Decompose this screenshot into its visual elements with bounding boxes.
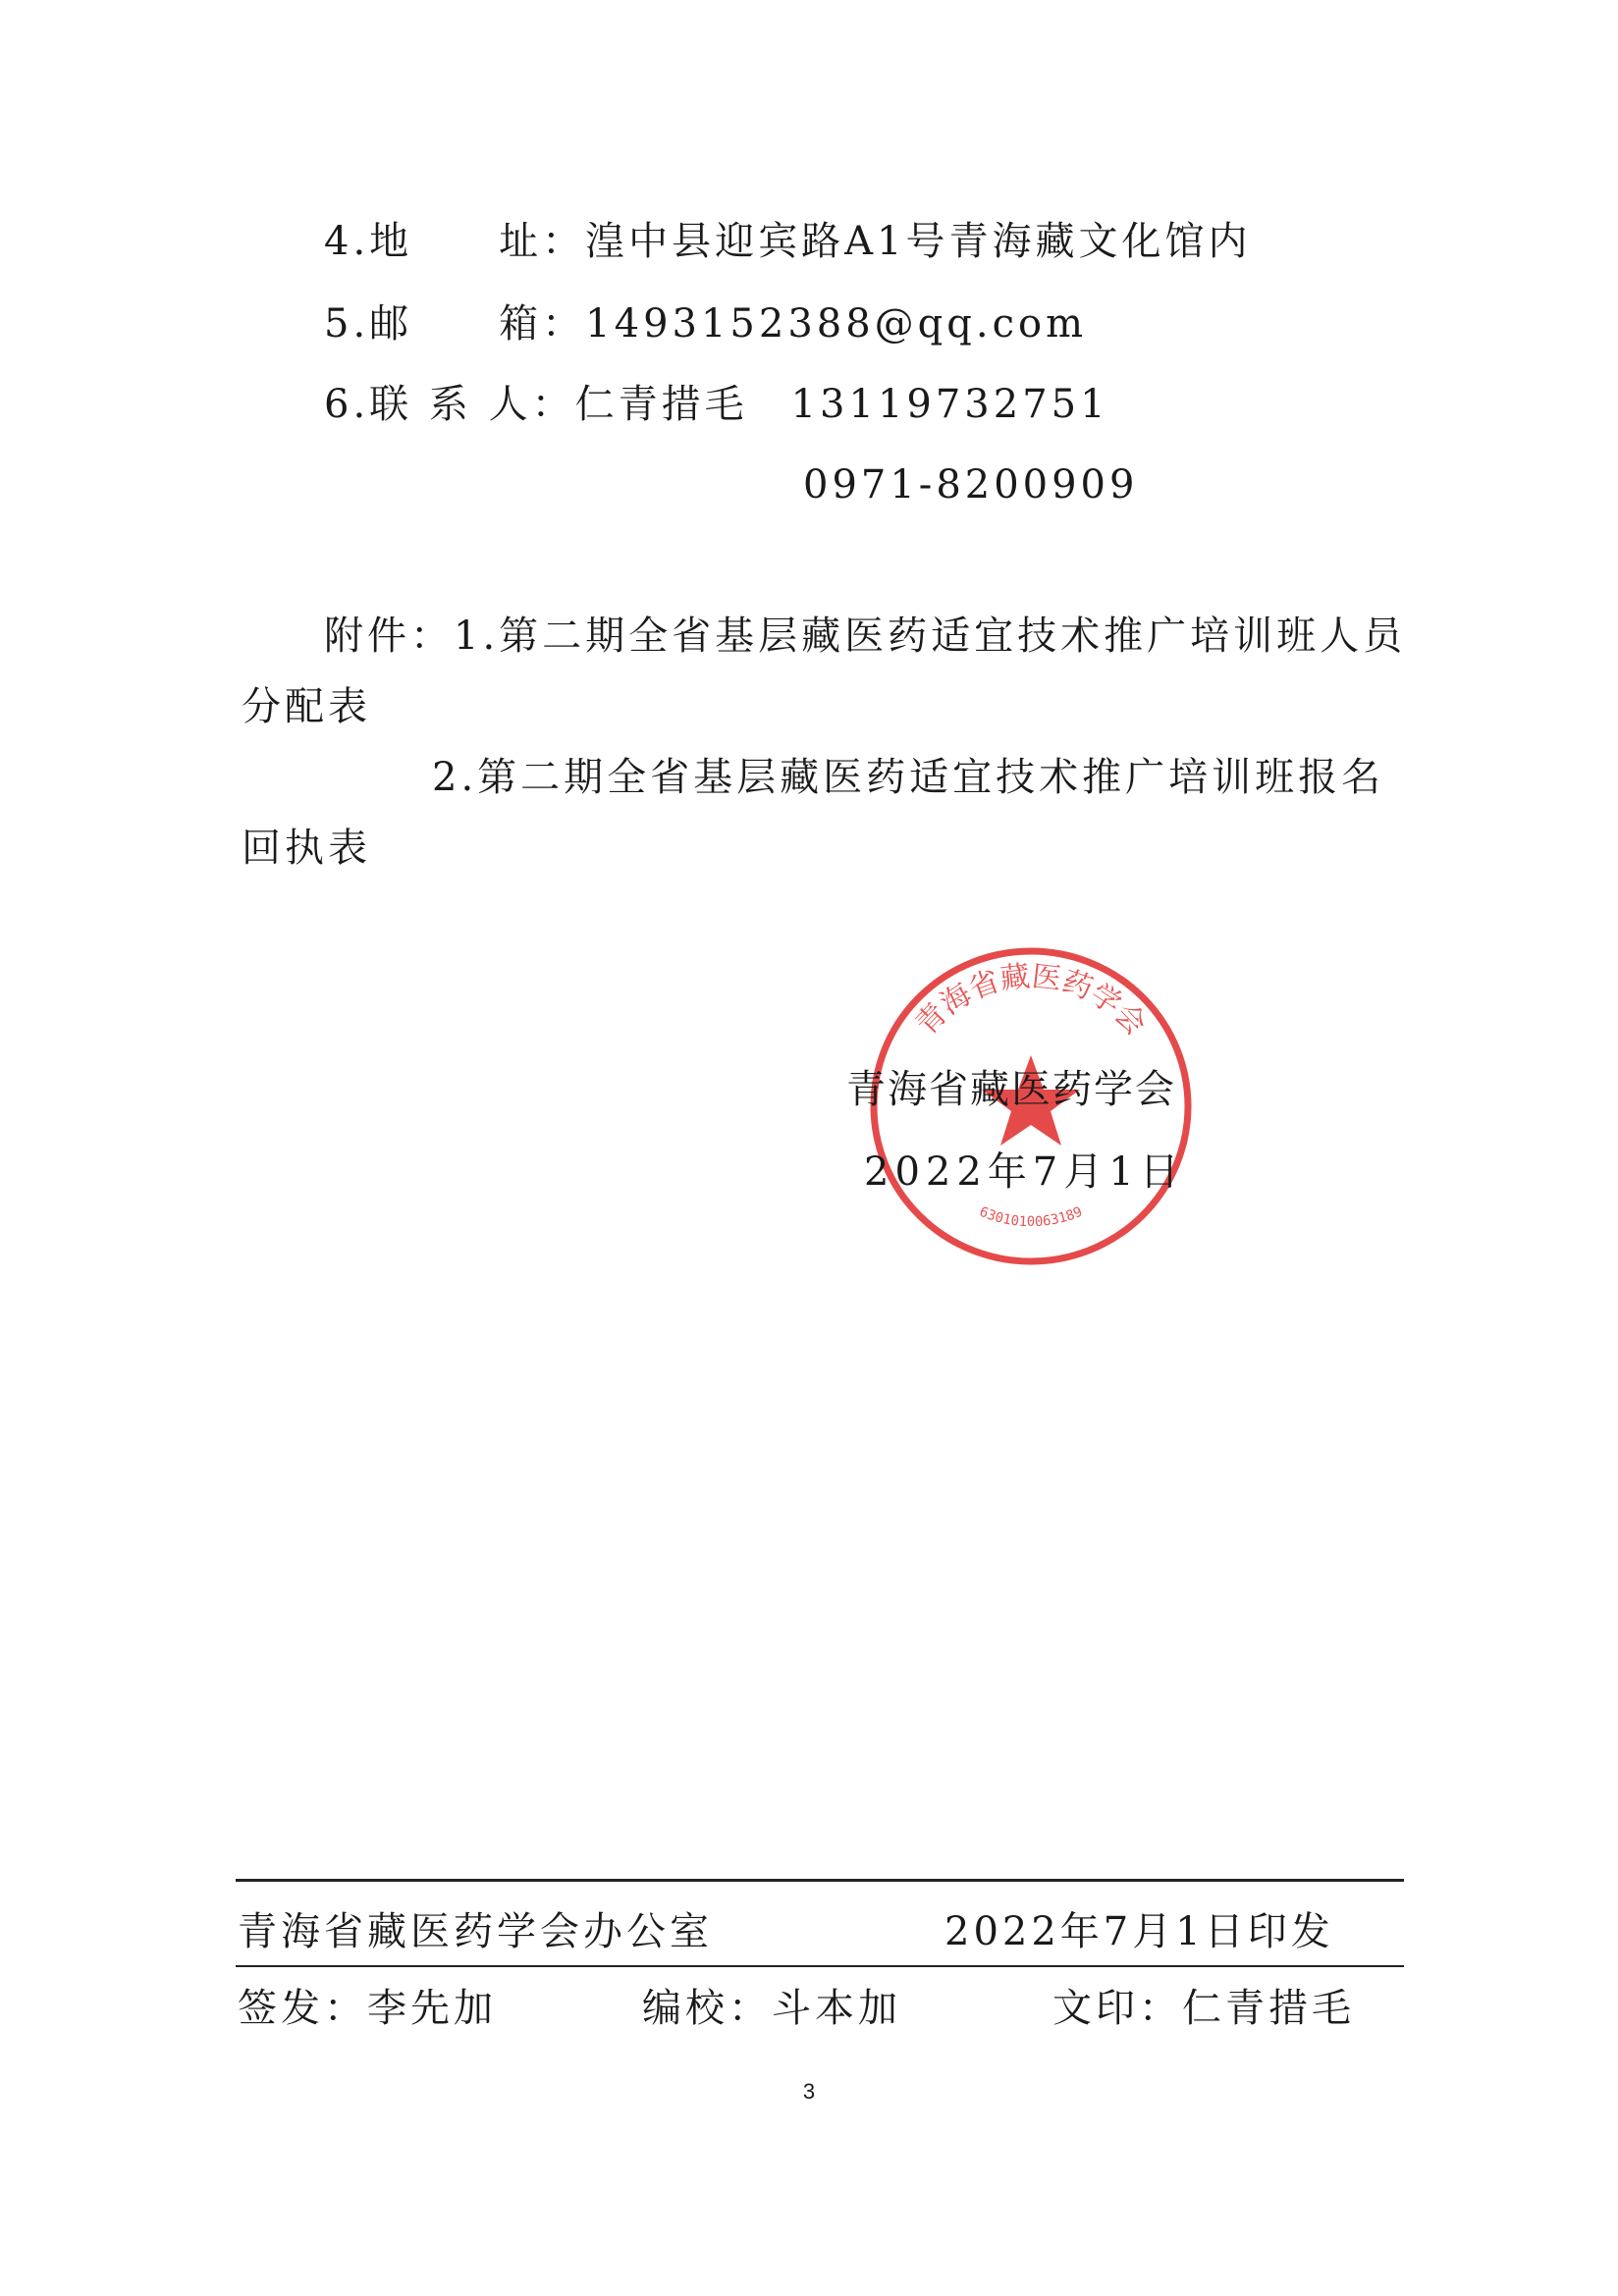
seal-serial: 6301010063189 (977, 1203, 1085, 1231)
page-number: 3 (802, 2079, 816, 2104)
email-value: 1493152388@qq.com (585, 301, 1088, 347)
attachment-1-line1: 附件：1.第二期全省基层藏医药适宜技术推广培训班人员 (324, 614, 1407, 659)
address-line (324, 216, 1252, 267)
attachment-1-line2: 分配表 (242, 684, 371, 729)
attachment-2-line1: 2.第二期全省基层藏医药适宜技术推广培训班报名 (432, 755, 1385, 800)
signature-org: 青海省藏医药学会 (846, 1067, 1176, 1112)
footer-printed-by: 文印：仁青措毛 (1052, 1986, 1355, 2031)
attachment-2-line2: 回执表 (242, 826, 371, 871)
seal-arc-text: 青海省藏医药学会 (909, 959, 1153, 1042)
footer-issue-date: 2022年7月1日印发 (944, 1909, 1334, 1954)
footer-proofread-by: 编校：斗本加 (642, 1986, 901, 2031)
contact-line (324, 379, 1109, 430)
email-label: 5.邮 箱： (324, 301, 586, 347)
email-line (324, 298, 1087, 349)
footer-middle-rule (236, 1965, 1404, 1967)
address-value: 湟中县迎宾路A1号青海藏文化馆内 (585, 219, 1252, 264)
contact-name: 仁青措毛 (574, 382, 748, 427)
signature-date: 2022年7月1日 (864, 1149, 1185, 1195)
footer-top-rule (236, 1879, 1404, 1882)
address-label: 4.地 址： (324, 219, 586, 264)
contact-label: 6.联 系 人： (324, 382, 575, 427)
footer-office: 青海省藏医药学会办公室 (238, 1909, 713, 1954)
contact-phone2: 0971-8200909 (803, 462, 1139, 507)
footer-signed-by: 签发：李先加 (238, 1986, 497, 2031)
contact-phone1: 13119732751 (790, 382, 1109, 427)
